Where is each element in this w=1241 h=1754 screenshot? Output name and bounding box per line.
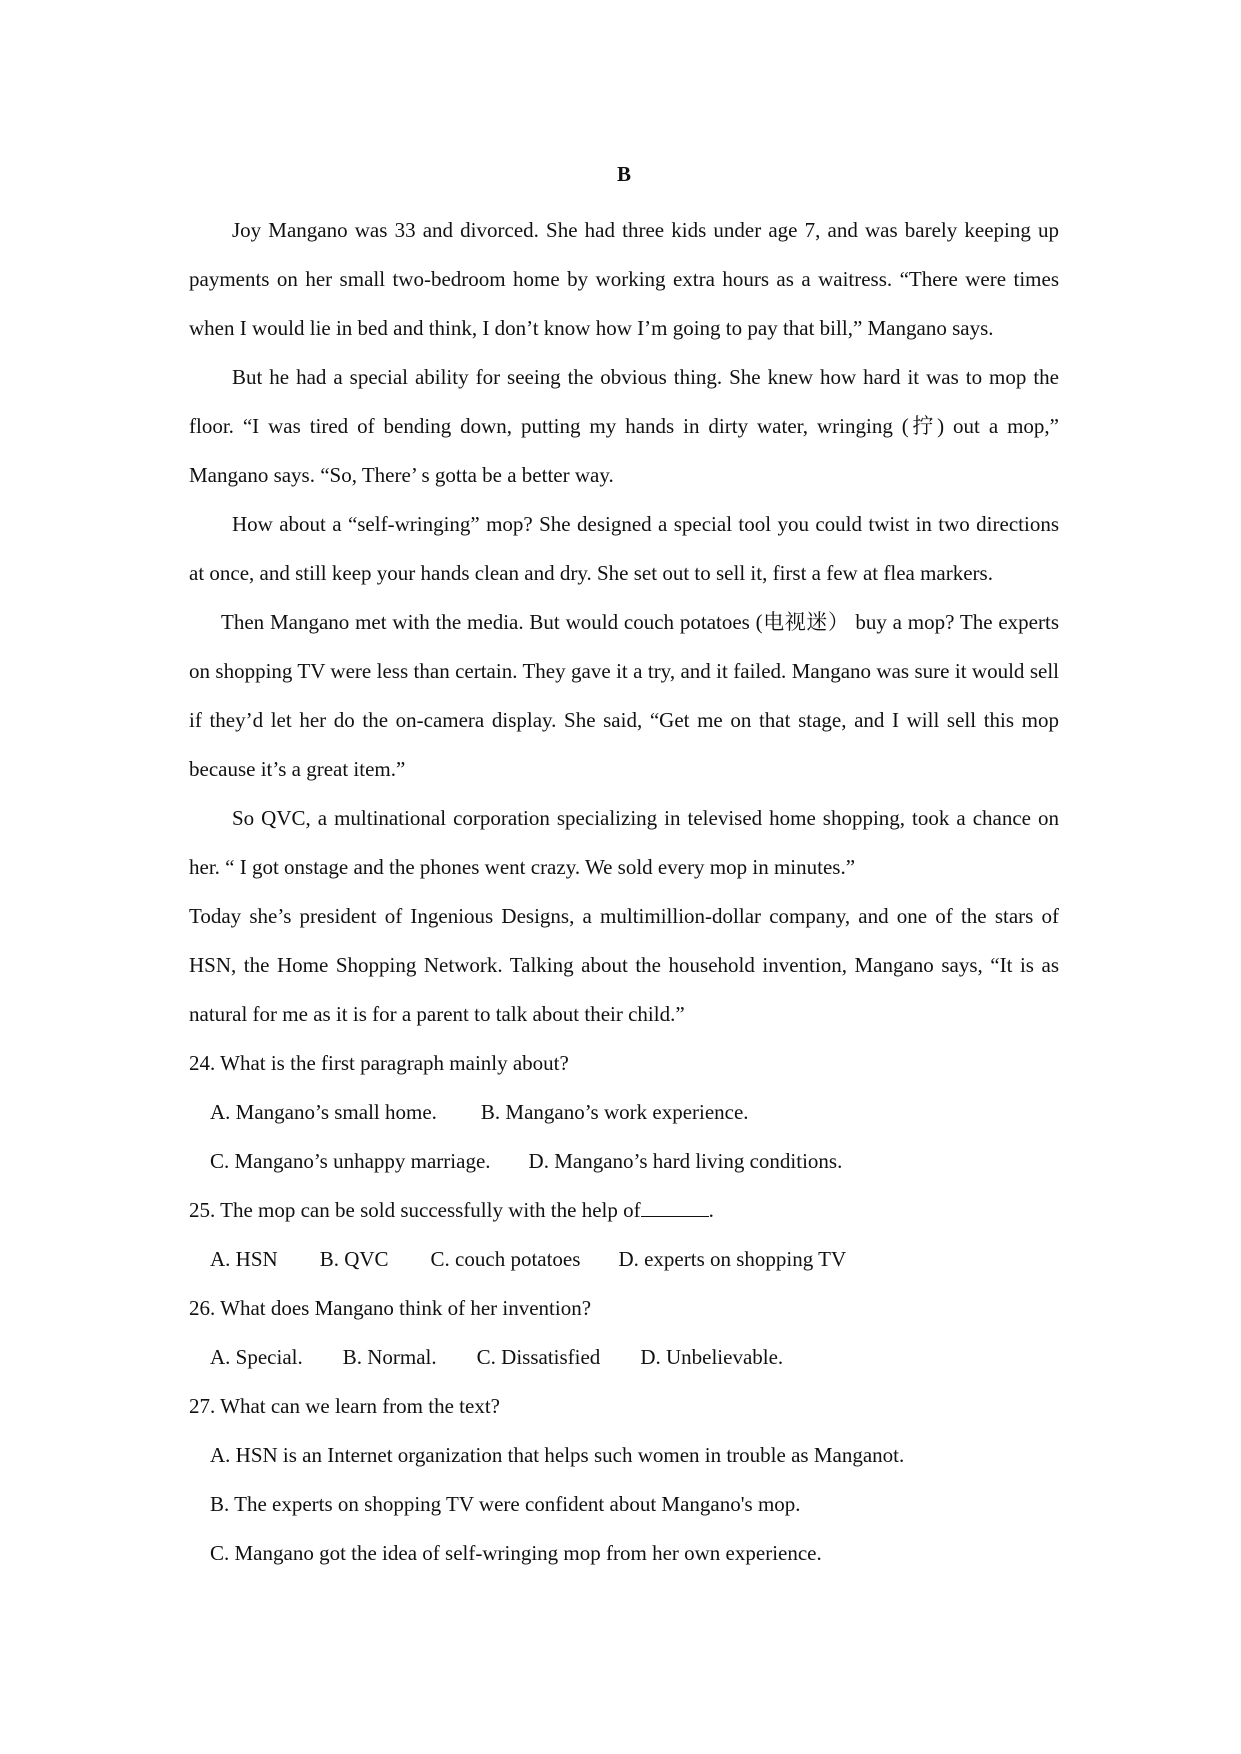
q26-option-c: C. Dissatisfied: [476, 1345, 601, 1369]
paragraph-2: But he had a special ability for seeing the obvious thing. She knew how hard it was to mop the floor. “I was tired of bending down, putting my hands in dirty water, wringing (拧) out a mop,” Mangano says. “So, There’ s gotta be a better way.: [189, 365, 1059, 487]
question-24-stem: 24. What is the first paragraph mainly about?: [189, 1051, 569, 1075]
q26-option-d: D. Unbelievable.: [640, 1345, 784, 1369]
q24-option-d: D. Mangano’s hard living conditions.: [528, 1149, 843, 1173]
q26-option-a: A. Special.: [210, 1345, 303, 1369]
section-heading: B: [616, 162, 631, 186]
q27-option-c: C. Mangano got the idea of self-wringing mop from her own experience.: [210, 1541, 822, 1565]
q25-option-d: D. experts on shopping TV: [618, 1247, 847, 1271]
q25-option-b: B. QVC: [319, 1247, 389, 1271]
question-26-stem: 26. What does Mangano think of her invention?: [189, 1296, 592, 1320]
q24-option-c: C. Mangano’s unhappy marriage.: [210, 1149, 491, 1173]
question-24-options-row-1: [189, 1088, 1059, 1137]
q25-option-c: C. couch potatoes: [430, 1247, 581, 1271]
paragraph-4: Then Mangano met with the media. But would couch potatoes (电视迷） buy a mop? The experts on shopping TV were less than certain. They gave it a try, and it failed. Mangano was sure it would sell if they’d let her do the on-camera display. She said, “Get me on that stage, and I will sell this mop because it’s a great item.”: [189, 610, 1059, 781]
q27-option-a: A. HSN is an Internet organization that helps such women in trouble as Manganot.: [210, 1443, 905, 1467]
answer-blank: [641, 1198, 709, 1217]
q24-option-a: A. Mangano’s small home.: [210, 1100, 437, 1124]
question-25-stem: 25. The mop can be sold successfully with the help of: [189, 1198, 641, 1222]
question-25-options: [189, 1235, 1059, 1284]
q26-option-b: B. Normal.: [342, 1345, 437, 1369]
paragraph-1: Joy Mangano was 33 and divorced. She had three kids under age 7, and was barely keeping up payments on her small two-bedroom home by working extra hours as a waitress. “There were times when I would lie in bed and think, I don’t know how I’m going to pay that bill,” Mangano says.: [189, 218, 1059, 340]
paragraph-5: So QVC, a multinational corporation specializing in televised home shopping, took a chance on her. “ I got onstage and the phones went crazy. We sold every mop in minutes.”: [189, 806, 1059, 879]
question-25-stem-line: [189, 1186, 1059, 1235]
q25-option-a: A. HSN: [210, 1247, 278, 1271]
question-27-stem: 27. What can we learn from the text?: [189, 1394, 500, 1418]
paragraph-6: Today she’s president of Ingenious Designs, a multimillion-dollar company, and one of the stars of HSN, the Home Shopping Network. Talking about the household invention, Mangano says, “It is as natural for me as it is for a parent to talk about their child.”: [189, 904, 1059, 1026]
question-26-options: [189, 1333, 1059, 1382]
q24-option-b: B. Mangano’s work experience.: [480, 1100, 749, 1124]
question-25-stem-end: .: [708, 1198, 714, 1222]
question-24-options-row-2: [189, 1137, 1059, 1186]
paragraph-3: How about a “self-wringing” mop? She designed a special tool you could twist in two directions at once, and still keep your hands clean and dry. She set out to sell it, first a few at flea markers.: [189, 512, 1059, 585]
passage-and-questions: [189, 206, 1059, 1578]
q27-option-b: B. The experts on shopping TV were confident about Mangano's mop.: [210, 1492, 801, 1516]
